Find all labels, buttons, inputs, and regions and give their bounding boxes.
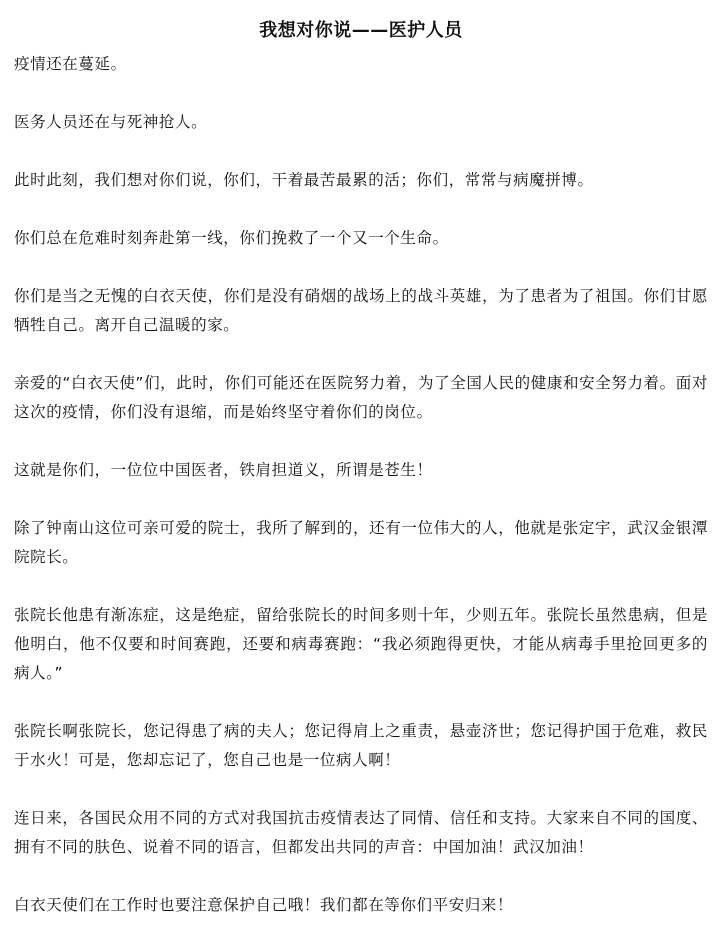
paragraph-12: 白衣天使们在工作时也要注意保护自己哦！我们都在等你们平安归来！ xyxy=(14,896,514,914)
paragraph-4: 你们总在危难时刻奔赴第一线，你们挽救了一个又一个生命。 xyxy=(14,229,449,247)
paragraph-10: 张院长啊张院长，您记得患了病的夫人；您记得肩上之重责，悬壶济世；您记得护国于危难，救民于水火！可是，您却忘记了，您自己也是一位病人啊！ xyxy=(14,722,708,769)
paragraph-3: 此时此刻，我们想对你们说，你们，干着最苦最累的活；你们，常常与病魔拼博。 xyxy=(14,171,594,189)
paragraph-6: 亲爱的“白衣天使”们，此时，你们可能还在医院努力着，为了全国人民的健康和安全努力着。面对这次的疫情，你们没有退缩，而是始终坚守着你们的岗位。 xyxy=(14,374,708,421)
paragraph-11: 连日来，各国民众用不同的方式对我国抗击疫情表达了同情、信任和支持。大家来自不同的国度、拥有不同的肤色、说着不同的语言，但都发出共同的声音：中国加油！武汉加油！ xyxy=(14,809,708,856)
paragraph-2: 医务人员还在与死神抢人。 xyxy=(14,113,208,131)
paragraph-7: 这就是你们，一位位中国医者，铁肩担道义，所谓是苍生！ xyxy=(14,461,433,479)
document-title: 我想对你说——医护人员 xyxy=(259,20,463,41)
paragraph-9: 张院长他患有渐冻症，这是绝症，留给张院长的时间多则十年，少则五年。张院长虽然患病，但是他明白，他不仅要和时间赛跑，还要和病毒赛跑：“我必须跑得更快，才能从病毒手里抢回更多的病人。” xyxy=(14,606,708,682)
paragraph-8: 除了钟南山这位可亲可爱的院士，我所了解到的，还有一位伟大的人，他就是张定宇，武汉金银潭院院长。 xyxy=(14,519,708,566)
paragraph-5: 你们是当之无愧的白衣天使，你们是没有硝烟的战场上的战斗英雄，为了患者为了祖国。你们甘愿牺牲自己。离开自己温暖的家。 xyxy=(14,287,708,334)
paragraph-1: 疫情还在蔓延。 xyxy=(14,55,127,73)
